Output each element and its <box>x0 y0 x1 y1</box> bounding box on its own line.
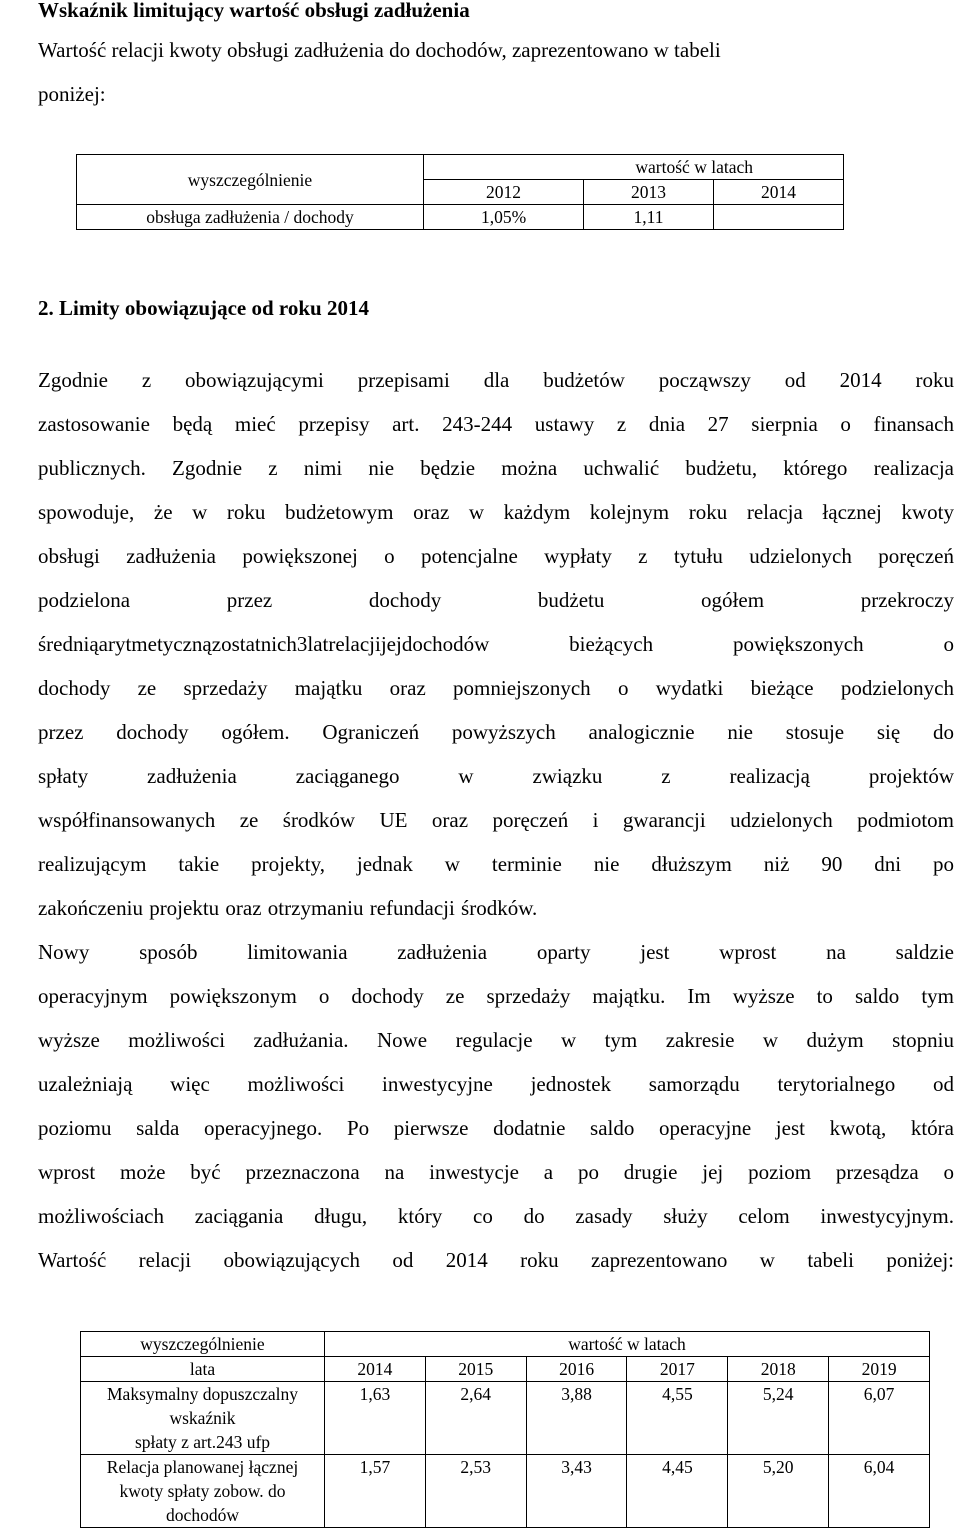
row-label-line: dochodów <box>166 1505 239 1525</box>
table2-year: 2014 <box>325 1357 426 1382</box>
table2-value: 1,63 <box>325 1382 426 1455</box>
table1-col-label: wyszczególnienie <box>77 155 424 205</box>
paragraph-line: realizującym takie projekty, jednak w terminie nie dłuższym niż 90 dni po <box>38 852 954 876</box>
table1-year: 2014 <box>714 180 844 205</box>
paragraph-line: spowoduje, że w roku budżetowym oraz w każdym kolejnym roku relacja łącznej kwoty <box>38 500 954 524</box>
table1-year: 2013 <box>584 180 714 205</box>
table1-value: 1,05% <box>424 205 584 230</box>
table2-value: 5,20 <box>728 1455 829 1528</box>
table-row <box>81 1382 930 1455</box>
table2-row-label <box>81 1455 325 1528</box>
table1-value: 1,11 <box>584 205 714 230</box>
table-row <box>81 1455 930 1528</box>
paragraph-line: Zgodnie z obowiązującymi przepisami dla budżetów począwszy od 2014 roku <box>38 368 954 392</box>
paragraph-line: publicznych. Zgodnie z nimi nie będzie można uchwalić budżetu, którego realizacja <box>38 456 954 480</box>
paragraph-line: wyższe możliwości zadłużania. Nowe regulacje w tym zakresie w dużym stopniu <box>38 1028 954 1052</box>
paragraph-line: operacyjnym powiększonym o dochody ze sprzedaży majątku. Im wyższe to saldo tym <box>38 984 954 1008</box>
paragraph-line: zastosowanie będą mieć przepisy art. 243-244 ustawy z dnia 27 sierpnia o finansach <box>38 412 954 436</box>
section-title: 2. Limity obowiązujące od roku 2014 <box>38 296 369 320</box>
paragraph-line: zakończeniu projektu oraz otrzymaniu refundacji środków. <box>38 896 538 920</box>
paragraph-line: wprost może być przeznaczona na inwestycje a po drugie jej poziom przesądza o <box>38 1160 954 1184</box>
intro-line-1: Wartość relacji kwoty obsługi zadłużenia do dochodów, zaprezentowano w tabeli <box>38 38 721 62</box>
paragraph-line: poziomu salda operacyjnego. Po pierwsze dodatnie saldo operacyjne jest kwotą, która <box>38 1116 954 1140</box>
table2-value: 2,64 <box>425 1382 526 1455</box>
table2-value: 5,24 <box>728 1382 829 1455</box>
debt-service-table <box>76 154 844 230</box>
table2-year: 2018 <box>728 1357 829 1382</box>
table1-group-label: wartość w latach <box>424 155 844 180</box>
paragraph-line: obsługi zadłużenia powiększonej o potencjalne wypłaty z tytułu udzielonych poręczeń <box>38 544 954 568</box>
paragraph-line: dochody ze sprzedaży majątku oraz pomniejszonych o wydatki bieżące podzielonych <box>38 676 954 700</box>
table1-year: 2012 <box>424 180 584 205</box>
table2-year: 2015 <box>425 1357 526 1382</box>
body-paragraph <box>38 358 954 1282</box>
paragraph-line: podzielona przez dochody budżetu ogółem przekroczy <box>38 588 954 612</box>
intro-line-2: poniżej: <box>38 82 106 106</box>
table1-value <box>714 205 844 230</box>
table2-value: 3,43 <box>526 1455 627 1528</box>
table2-year-row-label: lata <box>81 1357 325 1382</box>
table2-col-label: wyszczególnienie <box>81 1332 325 1357</box>
paragraph-line: możliwościach zaciągania długu, który co do zasady służy celom inwestycyjnym. <box>38 1204 954 1228</box>
paragraph-line: współfinansowanych ze środków UE oraz poręczeń i gwarancji udzielonych podmiotom <box>38 808 954 832</box>
limits-table <box>80 1331 930 1528</box>
table2-value: 1,57 <box>325 1455 426 1528</box>
table2-value: 6,07 <box>829 1382 930 1455</box>
table2-row-label <box>81 1382 325 1455</box>
table1-row-label: obsługa zadłużenia / dochody <box>77 205 424 230</box>
page-heading: Wskaźnik limitujący wartość obsługi zadłużenia <box>38 0 470 22</box>
paragraph-line: średniąarytmetycznązostatnich3latrelacjijejdochodów bieżących powiększonych o <box>38 632 954 656</box>
table2-group-label: wartość w latach <box>325 1332 930 1357</box>
paragraph-line: uzależniają więc możliwości inwestycyjne jednostek samorządu terytorialnego od <box>38 1072 954 1096</box>
table2-value: 4,45 <box>627 1455 728 1528</box>
paragraph-line: spłaty zadłużenia zaciąganego w związku z realizacją projektów <box>38 764 954 788</box>
table2-value: 2,53 <box>425 1455 526 1528</box>
row-label-line: kwoty spłaty zobow. do <box>119 1481 286 1501</box>
paragraph-line: Wartość relacji obowiązujących od 2014 roku zaprezentowano w tabeli poniżej: <box>38 1248 954 1272</box>
paragraph-line: Nowy sposób limitowania zadłużenia oparty jest wprost na saldzie <box>38 940 954 964</box>
row-label-line: wskaźnik <box>169 1408 236 1428</box>
row-label-line: Maksymalny dopuszczalny <box>107 1384 298 1404</box>
table2-value: 6,04 <box>829 1455 930 1528</box>
row-label-line: spłaty z art.243 ufp <box>134 1432 271 1452</box>
table2-value: 4,55 <box>627 1382 728 1455</box>
table2-year: 2017 <box>627 1357 728 1382</box>
paragraph-line: przez dochody ogółem. Ograniczeń powyższych analogicznie nie stosuje się do <box>38 720 954 744</box>
table2-year: 2016 <box>526 1357 627 1382</box>
table2-year: 2019 <box>829 1357 930 1382</box>
table2-value: 3,88 <box>526 1382 627 1455</box>
row-label-line: Relacja planowanej łącznej <box>106 1457 299 1477</box>
